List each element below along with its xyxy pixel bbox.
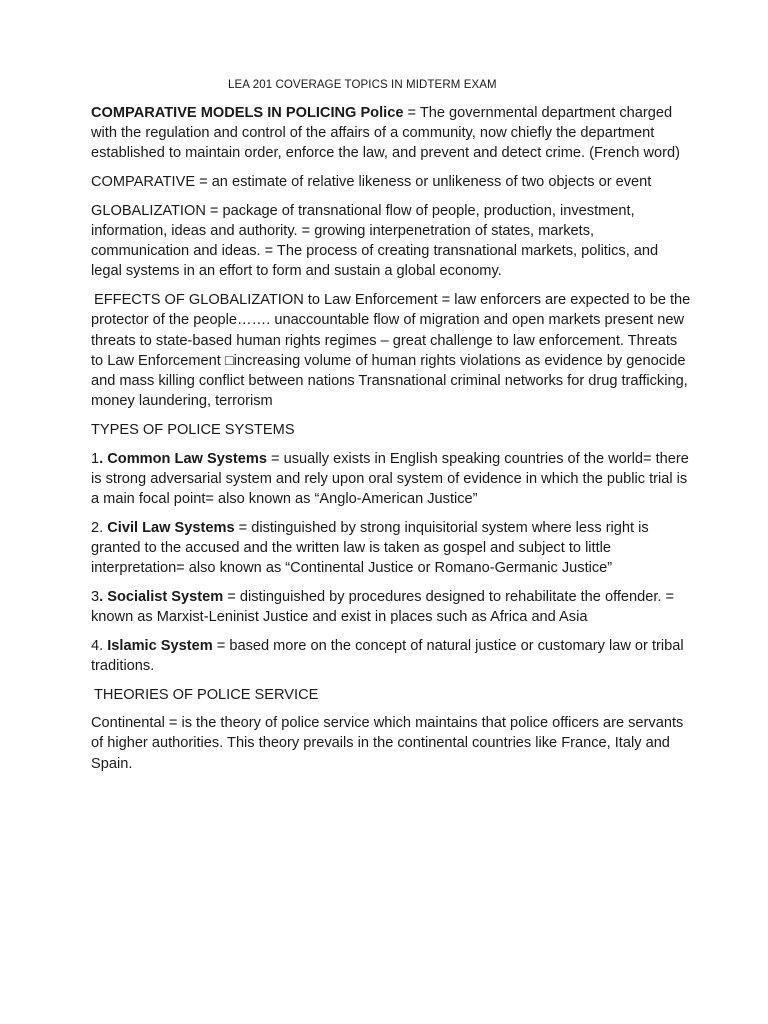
term-socialist-system: . Socialist System [99, 588, 224, 605]
paragraph-socialist-system [91, 587, 691, 627]
document-title: LEA 201 COVERAGE TOPICS IN MIDTERM EXAM [228, 79, 497, 91]
paragraph-continental-theory: Continental = is the theory of police service which maintains that police officers are servants of higher authorities. This theory prevails in the continental countries like France, Italy and Spain. [91, 715, 684, 772]
item-number: 1 [91, 450, 100, 467]
term-civil-law-systems: Civil Law Systems [107, 519, 235, 536]
heading-theories-of-police-service: THEORIES OF POLICE SERVICE [94, 686, 319, 703]
paragraph-effects-of-globalization: EFFECTS OF GLOBALIZATION to Law Enforcement = law enforcers are expected to be the protector of the people……. unaccountable flow of migration and open markets present new threats to state-based human rights regimes – great challenge to law enforcement. Threats to Law Enforcement □increasing volume of human rights violations as evidence by genocide and mass killing conflict between nations Transnational criminal networks for drug trafficking, money laundering, terrorism [91, 292, 691, 410]
item-number: 2. [91, 519, 108, 536]
paragraph-police-definition [91, 103, 691, 164]
term-comparative-models: COMPARATIVE MODELS IN POLICING Police [91, 105, 404, 121]
paragraph-globalization-definition: GLOBALIZATION = package of transnational flow of people, production, investment, information, ideas and authority. = growing interpenetration of states, markets, communication and ideas. = The process of creating transnational markets, politics, and legal systems in an effort to form and sustain a global economy. [91, 202, 659, 280]
police-definition-text: = The governmental department charged with the regulation and control of the affairs of a community, now chiefly the department established to maintain order, enforce the law, and prevent and detect crime. (French word) [91, 105, 680, 162]
socialist-text: = distinguished by procedures designed to rehabilitate the offender. = known as Marxist-Leninist Justice and exist in places such as Africa and Asia [91, 588, 675, 625]
civil-law-text: = distinguished by strong inquisitorial system where less right is granted to the accused and the written law is taken as gospel and subject to little interpretation= also known as “Continental Justice or Romano-Germanic Justice” [91, 519, 649, 577]
paragraph-civil-law-systems [91, 518, 691, 579]
term-islamic-system: Islamic System [107, 637, 213, 654]
paragraph-islamic-system [91, 636, 691, 676]
islamic-text: = based more on the concept of natural justice or customary law or tribal traditions. [91, 637, 684, 674]
term-common-law-systems: . Common Law Systems [99, 450, 267, 467]
document-body [91, 103, 691, 782]
item-number: 3 [91, 588, 100, 605]
heading-types-of-police-systems: TYPES OF POLICE SYSTEMS [91, 421, 295, 438]
common-law-text: = usually exists in English speaking countries of the world= there is strong adversarial system and rely upon oral system of evidence in which the public trial is a main focal point= also known as “Anglo-American Justice” [91, 450, 689, 507]
item-number: 4. [91, 637, 108, 654]
paragraph-common-law-systems [91, 449, 691, 510]
paragraph-comparative-definition: COMPARATIVE = an estimate of relative likeness or unlikeness of two objects or event [91, 174, 652, 191]
